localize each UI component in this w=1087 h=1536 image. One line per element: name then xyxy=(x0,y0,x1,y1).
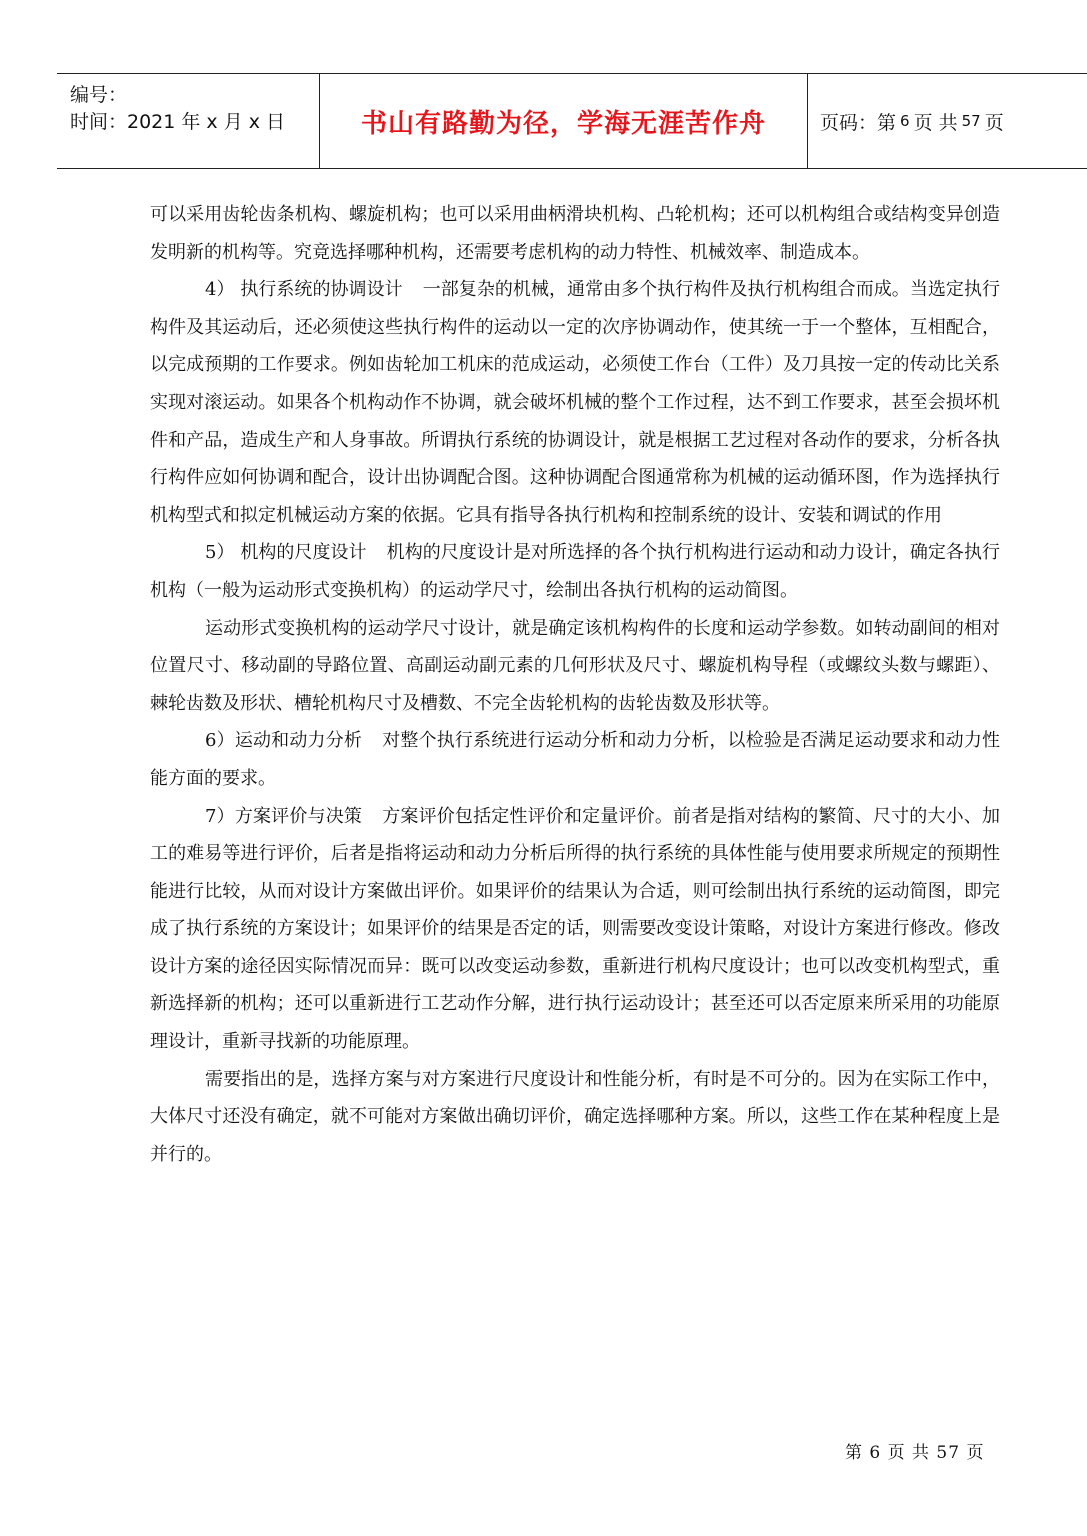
slogan: 书山有路勤为径，学海无涯苦作舟 xyxy=(360,108,766,139)
header-meta-cell xyxy=(57,74,320,168)
paragraph xyxy=(150,798,1000,1061)
page-suffix: 页 xyxy=(984,111,1004,134)
paragraph: 运动形式变换机构的运动学尺寸设计，就是确定该机构构件的长度和运动学参数。如转动副间的相对位置尺寸、移动副的导路位置、高副运动副元素的几何形状及尺寸、螺旋机构导程（或螺纹头数与螺距）、棘轮齿数及形状、槽轮机构尺寸及槽数、不完全齿轮机构的齿轮齿数及形状等。 xyxy=(150,617,1000,714)
paragraph-text: 机构的尺度设计是对所选择的各个执行机构进行运动和动力设计，确定各执行机构（一般为运动形式变换机构）的运动学尺寸，绘制出各执行机构的运动简图。 xyxy=(150,542,1001,601)
page-total: 57 xyxy=(961,112,981,130)
document-body xyxy=(150,196,1000,1173)
header-page-cell xyxy=(808,74,1087,168)
page-prefix: 页码：第 xyxy=(820,111,897,134)
document-time-label: 时间：2021 年 x 月 x 日 xyxy=(70,111,286,133)
paragraph-text: 对整个执行系统进行运动分析和动力分析，以检验是否满足运动要求和动力性能方面的要求。 xyxy=(150,730,1001,789)
page-mid: 页 共 xyxy=(913,111,958,134)
paragraph xyxy=(150,534,1000,609)
paragraph-text: 一部复杂的机械，通常由多个执行构件及执行机构组合而成。当选定执行构件及其运动后，还必须使这些执行构件的运动以一定的次序协调动作，使其统一于一个整体，互相配合，以完成预期的工作要求。例如齿轮加工机床的范成运动，必须使工作台（工件）及刀具按一定的传动比关系实现对滚运动。如果各个机构动作不协调，就会破坏机械的整个工作过程，达不到工作要求，甚至会损坏机件和产品，造成生产和人身事故。所谓执行系统的协调设计，就是根据工艺过程对各动作的要求，分析各执行构件应如何协调和配合，设计出协调配合图。这种协调配合图通常称为机械的运动循环图，作为选择执行机构型式和拟定机械运动方案的依据。它具有指导各执行机构和控制系统的设计、安装和调试的作用 xyxy=(150,279,1001,526)
item-number: 7） xyxy=(205,805,235,827)
page-footer: 第 6 页 共 57 页 xyxy=(845,1443,985,1463)
item-number: 5） xyxy=(205,542,235,564)
paragraph-text: 方案评价包括定性评价和定量评价。前者是指对结构的繁简、尺寸的大小、加工的难易等进行评价，后者是指将运动和动力分析后所得的执行系统的具体性能与使用要求所规定的预期性能进行比较，从而对设计方案做出评价。如果评价的结果认为合适，则可绘制出执行系统的运动简图，即完成了执行系统的方案设计；如果评价的结果是否定的话，则需要改变设计策略，对设计方案进行修改。修改设计方案的途径因实际情况而异：既可以改变运动参数，重新进行机构尺度设计；也可以改变机构型式，重新选择新的机构；还可以重新进行工艺动作分解，进行执行运动设计；甚至还可以否定原来所采用的功能原理设计，重新寻找新的功能原理。 xyxy=(150,805,1001,1053)
paragraph xyxy=(150,722,1000,797)
section-heading: 机构的尺度设计 xyxy=(240,542,367,564)
section-heading: 方案评价与决策 xyxy=(234,805,363,827)
section-heading: 执行系统的协调设计 xyxy=(240,279,403,301)
document-number-label: 编号： xyxy=(70,84,128,106)
paragraph: 可以采用齿轮齿条机构、螺旋机构；也可以采用曲柄滑块机构、凸轮机构；还可以机构组合或结构变异创造发明新的机构等。究竟选择哪种机构，还需要考虑机构的动力特性、机械效率、制造成本。 xyxy=(150,204,1000,263)
header-slogan-cell xyxy=(320,74,808,168)
page-current: 6 xyxy=(900,112,910,130)
paragraph: 需要指出的是，选择方案与对方案进行尺度设计和性能分析，有时是不可分的。因为在实际工作中，大体尺寸还没有确定，就不可能对方案做出确切评价，确定选择哪种方案。所以，这些工作在某种程度上是并行的。 xyxy=(150,1068,1000,1165)
item-number: 4） xyxy=(205,279,235,301)
paragraph xyxy=(150,271,1000,534)
item-number: 6） xyxy=(205,730,235,752)
page-header xyxy=(57,73,1087,169)
section-heading: 运动和动力分析 xyxy=(234,730,363,752)
